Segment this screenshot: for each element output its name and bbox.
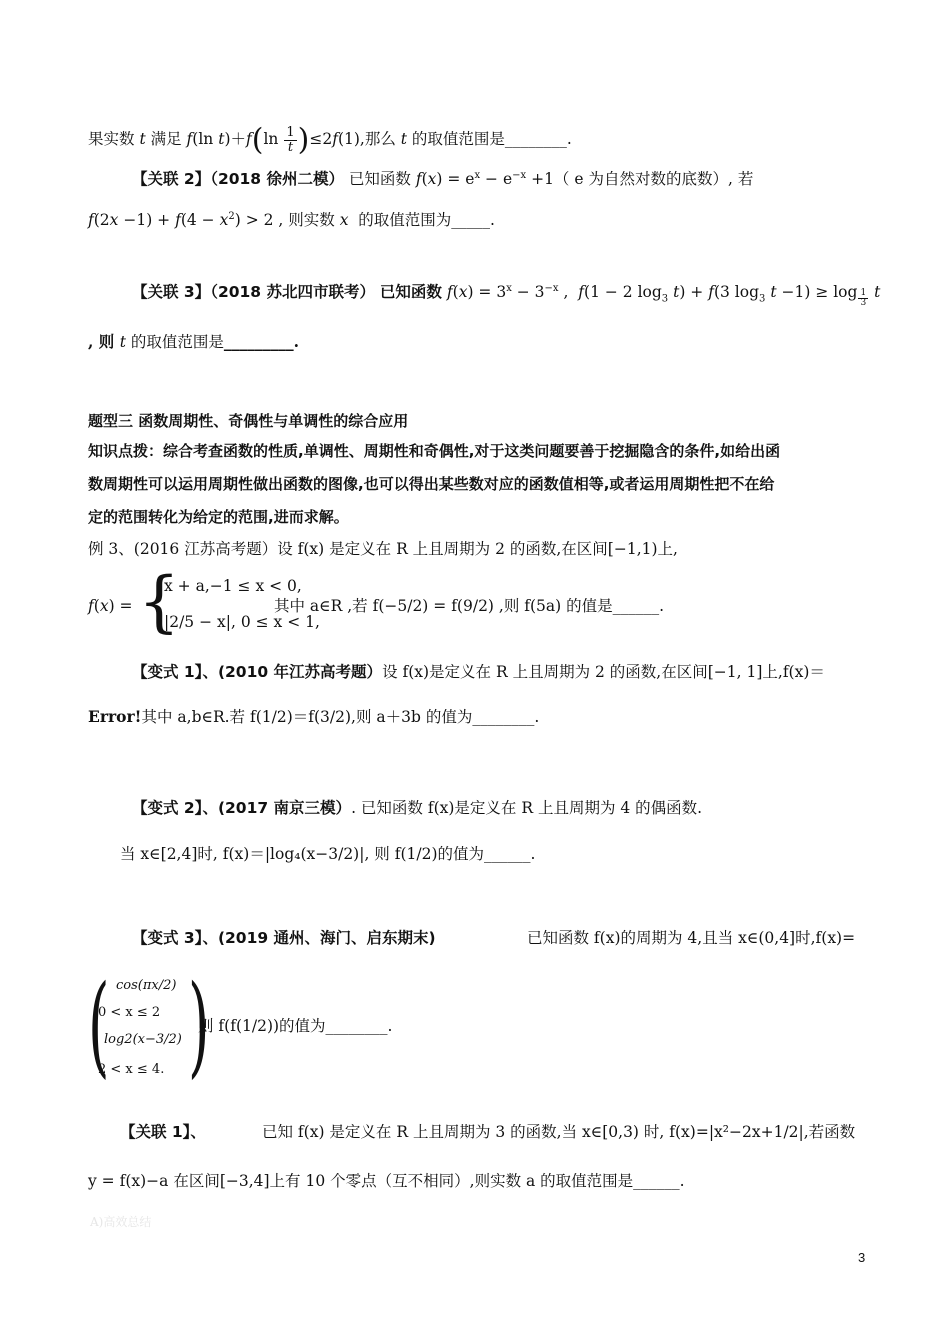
bianshi3-piecewise: ( cos(πx/2) 0 < x ≤ 2 log2(x−3/2) 2 < x ≤ 4. ) 则 f(f(1/2))的值为________.: [88, 961, 393, 1089]
guanlian2-line2: $f(2x -1) + f(4 - x^2) > 2$ , 则实数 x 的取值范围为_____.: [88, 211, 495, 230]
bianshi3-line1-right: 已知函数 f(x)的周期为 4,且当 x∈(0,4]时,f(x)=: [527, 929, 856, 947]
watermark: A)高效总结: [90, 1215, 152, 1229]
bianshi1-line2: Error!其中 a,b∈R.若 f(1/2)＝f(3/2),则 a＋3b 的值为________.: [88, 707, 540, 726]
tips-line-1: 知识点拨：综合考查函数的性质,单调性、周期性和奇偶性,对于这类问题要善于挖掘隐含的条件,如给出函: [88, 442, 781, 460]
page-number: 3: [858, 1250, 866, 1265]
guanlian1-line2: y = f(x)−a 在区间[−3,4]上有 10 个零点（互不相同）,则实数 a 的取值范围是______.: [88, 1172, 685, 1190]
bianshi2-line2: 当 x∈[2,4]时, f(x)＝|log₄(x−3/2)|, 则 f(1/2)的值为______.: [120, 845, 536, 863]
guanlian2-line1: 【关联 2】（2018 徐州二模） 已知函数 $f(x) = e^x - e^{-x} +1$（ e 为自然对数的底数）, 若: [132, 170, 754, 189]
bianshi2-line1: 【变式 2】、(2017 南京三模）. 已知函数 f(x)是定义在 R 上且周期为 4 的偶函数.: [132, 799, 703, 817]
tips-line-2: 数周期性可以运用周期性做出函数的图像,也可以得出某些数对应的函数值相等,或者运用周期性把不在给: [88, 475, 775, 493]
line-t-range: 果实数 t 满足 f(ln t)＋f(ln $\frac{1}{t}$ )≤2f(1),那么 t 的取值范围是________.: [88, 122, 572, 158]
example3-line: 例 3、(2016 江苏高考题）设 f(x) 是定义在 R 上且周期为 2 的函数,在区间[−1,1)上,: [88, 540, 678, 558]
bianshi1-line1: 【变式 1】、(2010 年江苏高考题）设 f(x)是定义在 R 上且周期为 2 的函数,在区间[−1, 1]上,f(x)＝: [132, 663, 825, 681]
tips-line-3: 定的范围转化为给定的范围,进而求解。: [88, 508, 349, 526]
bianshi3-line1: 【变式 3】、(2019 通州、海门、启东期末): [132, 929, 436, 947]
guanlian3-line2: , 则 t 的取值范围是_________.: [88, 332, 300, 351]
guanlian3-line1: 【关联 3】（2018 苏北四市联考） 已知函数 $f(x) = 3^x - 3^{-x}$ , f(1 − 2 $\log_3 t) + f(3$ $\log_3 t -1) \ge \log$ $_{\frac{1}{3}}$ t: [132, 283, 881, 309]
section-title: 题型三 函数周期性、奇偶性与单调性的综合应用: [88, 412, 409, 430]
guanlian1-label: 【关联 1】、: [120, 1123, 206, 1141]
guanlian1-line1: 已知 f(x) 是定义在 R 上且周期为 3 的函数,当 x∈[0,3) 时, f(x)=|x²−2x+1/2|,若函数: [262, 1123, 856, 1141]
